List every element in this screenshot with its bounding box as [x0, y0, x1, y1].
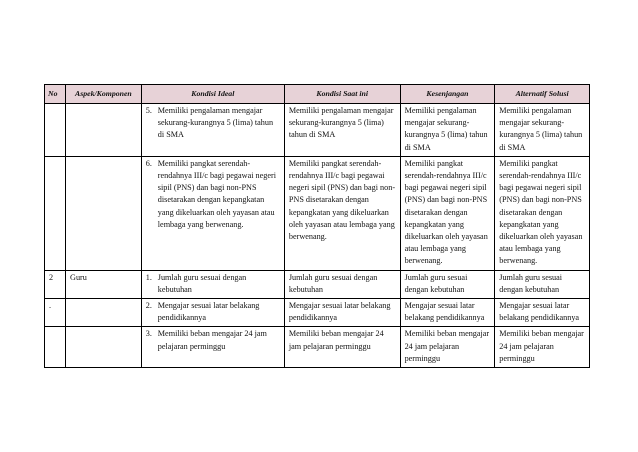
cell-kondisi-ideal — [141, 270, 284, 298]
header-kesenjangan: Kesenjangan — [400, 85, 495, 104]
cell-aspek — [66, 156, 142, 270]
header-kondisi-ideal: Kondisi Ideal — [141, 85, 284, 104]
cell-kondisi-saat-ini: Mengajar sesuai latar belakang pendidikannya — [284, 299, 400, 327]
cell-no — [45, 104, 66, 157]
item-number: 6. — [145, 158, 152, 168]
item-number: 3. — [145, 329, 152, 339]
table-header-row — [45, 85, 590, 104]
item-text: Jumlah guru sesuai dengan kebutuhan — [157, 272, 247, 294]
cell-kondisi-saat-ini: Jumlah guru sesuai dengan kebutuhan — [284, 270, 400, 298]
cell-kesenjangan: Jumlah guru sesuai dengan kebutuhan — [400, 270, 495, 298]
item-number: 5. — [145, 106, 152, 115]
cell-alternatif-solusi: Memiliki pangkat serendah-rendahnya III/c bagi pegawai negeri sipil (PNS) dan bagi non-PNS disetarakan dengan kepangkatan yang dikeluarkan oleh yayasan atau lembaga yang berwenang. — [495, 156, 590, 270]
item-text: Memiliki beban mengajar 24 jam pelajaran perminggu — [157, 329, 267, 351]
cell-kondisi-ideal — [141, 299, 284, 327]
table-row — [45, 327, 590, 368]
table-row — [45, 299, 590, 327]
header-aspek: Aspek/Komponen — [66, 85, 142, 104]
cell-no — [45, 327, 66, 368]
item-text: Memiliki pangkat serendah-rendahnya III/c bagi pegawai negeri sipil (PNS) dan bagi non-PNS disetarakan dengan kepangkatan yang dikeluarkan oleh yayasan atau lembaga yang berwenang. — [157, 158, 276, 229]
table-row — [45, 156, 590, 270]
header-kondisi-saat-ini: Kondisi Saat ini — [284, 85, 400, 104]
cell-no: . — [45, 299, 66, 327]
cell-alternatif-solusi: Memiliki pengalaman mengajar sekurang-kurangnya 5 (lima) tahun di SMA — [495, 104, 590, 157]
cell-no: 2 — [45, 270, 66, 298]
cell-kondisi-ideal — [141, 104, 284, 157]
item-text: Mengajar sesuai latar belakang pendidikannya — [157, 301, 260, 323]
cell-kondisi-ideal — [141, 156, 284, 270]
cell-kondisi-ideal — [141, 327, 284, 368]
cell-aspek — [66, 104, 142, 157]
cell-kesenjangan: Memiliki pengalaman mengajar sekurang-kurangnya 5 (lima) tahun di SMA — [400, 104, 495, 157]
header-alternatif-solusi: Alternatif Solusi — [495, 85, 590, 104]
gap-analysis-table — [44, 84, 590, 368]
cell-aspek — [66, 327, 142, 368]
cell-kesenjangan: Memiliki beban mengajar 24 jam pelajaran perminggu — [400, 327, 495, 368]
item-number: 1. — [145, 272, 152, 282]
cell-kondisi-saat-ini: Memiliki beban mengajar 24 jam pelajaran perminggu — [284, 327, 400, 368]
table-row — [45, 270, 590, 298]
item-number: 2. — [145, 301, 152, 311]
header-no: No — [45, 85, 66, 104]
table-row — [45, 104, 590, 157]
cell-alternatif-solusi: Mengajar sesuai latar belakang pendidikannya — [495, 299, 590, 327]
cell-aspek: Guru — [66, 270, 142, 298]
cell-alternatif-solusi: Memiliki beban mengajar 24 jam pelajaran perminggu — [495, 327, 590, 368]
cell-kondisi-saat-ini: Memiliki pengalaman mengajar sekurang-kurangnya 5 (lima) tahun di SMA — [284, 104, 400, 157]
cell-aspek — [66, 299, 142, 327]
item-text: Memiliki pengalaman mengajar sekurang-kurangnya 5 (lima) tahun di SMA — [157, 106, 274, 140]
cell-no — [45, 156, 66, 270]
cell-kesenjangan: Memiliki pangkat serendah-rendahnya III/c bagi pegawai negeri sipil (PNS) dan bagi non-PNS disetarakan dengan kepangkatan yang dikeluarkan oleh yayasan atau lembaga yang berwenang. — [400, 156, 495, 270]
cell-kondisi-saat-ini: Memiliki pangkat serendah-rendahnya III/c bagi pegawai negeri sipil (PNS) dan bagi non-PNS disetarakan dengan kepangkatan yang dikeluarkan oleh yayasan atau lembaga yang berwenang. — [284, 156, 400, 270]
cell-alternatif-solusi: Jumlah guru sesuai dengan kebutuhan — [495, 270, 590, 298]
cell-kesenjangan: Mengajar sesuai latar belakang pendidikannya — [400, 299, 495, 327]
